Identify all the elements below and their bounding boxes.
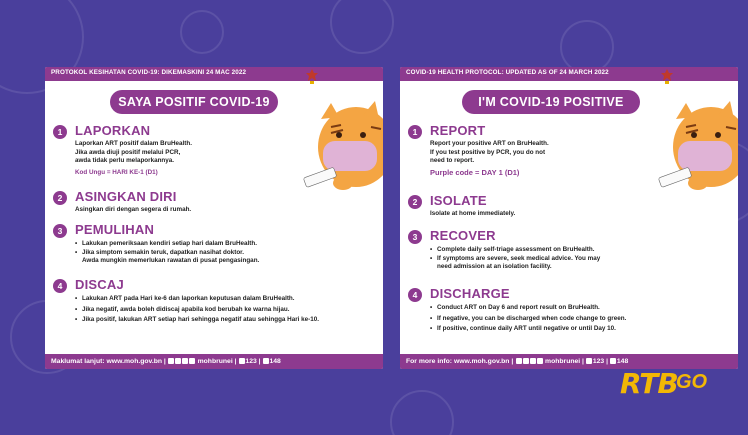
section-text: • Conduct ART on Day 6 and report result on BruHealth. • If negative, you can be discharged when code change to green. • If positive, continue daily ART until negative or until Day 10. bbox=[430, 304, 728, 334]
purple-code-note: Purple code = DAY 1 (D1) bbox=[430, 167, 520, 177]
section-text: • Lakukan ART pada Hari ke-6 dan laporkan keputusan dalam BruHealth. • Jika negatif, awda boleh didiscaj apabila kod berubah ke warna hijau. • Jika positif, lakukan ART setiap hari sehingga negatif atau sehingga Hari ke-10. bbox=[75, 295, 373, 325]
facebook-icon bbox=[523, 358, 529, 364]
footer-contact: For more info: www.moh.gov.bn | mohbrunei | 123 | 148 bbox=[400, 354, 738, 369]
page-title: SAYA POSITIF COVID-19 bbox=[110, 90, 278, 114]
logo-text: RTB bbox=[620, 367, 678, 400]
step-number: 2 bbox=[408, 195, 422, 209]
facebook-icon bbox=[175, 358, 181, 364]
infographic-card-english bbox=[400, 67, 738, 369]
phone-icon bbox=[610, 358, 616, 364]
instagram-icon bbox=[537, 358, 543, 364]
ministry-crest bbox=[660, 68, 730, 92]
step-number: 3 bbox=[408, 230, 422, 244]
twitter-icon bbox=[530, 358, 536, 364]
social-handle: mohbrunei bbox=[197, 358, 233, 365]
tiger-mascot-icon bbox=[301, 97, 383, 197]
section-title: ISOLATE bbox=[430, 193, 487, 208]
hotline-123: 123 bbox=[592, 358, 605, 365]
step-number: 4 bbox=[408, 288, 422, 302]
ministry-crest bbox=[305, 68, 375, 92]
section-text: • Lakukan pemeriksaan kendiri setiap hari dalam BruHealth. • Jika simptom semakin teruk, dapatkan nasihat doktor. Awda mungkin memerlukan rawatan di pusat pengasingan. bbox=[75, 240, 365, 266]
tiger-mascot-icon bbox=[656, 97, 738, 197]
step-number: 4 bbox=[53, 279, 67, 293]
hotline-148: 148 bbox=[269, 358, 281, 365]
twitter-icon bbox=[182, 358, 188, 364]
social-handle: mohbrunei bbox=[545, 358, 581, 365]
logo-suffix: GO bbox=[676, 371, 708, 393]
section-title: LAPORKAN bbox=[75, 123, 151, 138]
section-title: ASINGKAN DIRI bbox=[75, 189, 177, 204]
section-title: PEMULIHAN bbox=[75, 222, 155, 237]
page-title: I'M COVID-19 POSITIVE bbox=[462, 90, 640, 114]
instagram-icon bbox=[189, 358, 195, 364]
rtbgo-logo bbox=[620, 367, 720, 403]
protocol-title: COVID-19 HEALTH PROTOCOL: UPDATED AS OF 24 MARCH 2022 bbox=[406, 69, 609, 76]
phone-icon bbox=[586, 358, 592, 364]
step-number: 3 bbox=[53, 224, 67, 238]
section-text: • Complete daily self-triage assessment on BruHealth. • If symptoms are severe, seek medical advice. You may need admission at an isolation facility. bbox=[430, 246, 728, 272]
section-title: REPORT bbox=[430, 123, 486, 138]
purple-code-note: Kod Ungu = HARI KE-1 (D1) bbox=[75, 168, 158, 176]
crest-emblem-icon bbox=[305, 68, 319, 84]
youtube-icon bbox=[168, 358, 174, 364]
infographic-card-malay bbox=[45, 67, 383, 369]
section-text: Report your positive ART on BruHealth. If you test positive by PCR, you do not need to report. Purple code = DAY 1 (D1) bbox=[430, 140, 640, 177]
step-number: 1 bbox=[53, 125, 67, 139]
hotline-148: 148 bbox=[616, 358, 629, 365]
youtube-icon bbox=[516, 358, 522, 364]
step-number: 1 bbox=[408, 125, 422, 139]
crest-emblem-icon bbox=[660, 68, 674, 84]
step-number: 2 bbox=[53, 191, 67, 205]
section-text: Asingkan diri dengan segera di rumah. bbox=[75, 206, 192, 213]
section-text: Laporkan ART positif dalam BruHealth. Jika awda diuji positif melalui PCR, awda tidak perlu melaporkannya. Kod Ungu = HARI KE-1 (D1) bbox=[75, 140, 275, 177]
footer-website: For more info: www.moh.gov.bn bbox=[406, 358, 510, 365]
section-title: DISCHARGE bbox=[430, 286, 510, 301]
footer-contact: Maklumat lanjut: www.moh.gov.bn | mohbrunei | 123 | 148 bbox=[45, 354, 383, 369]
hotline-123: 123 bbox=[245, 358, 257, 365]
section-text: Isolate at home immediately. bbox=[430, 210, 516, 217]
section-title: RECOVER bbox=[430, 228, 496, 243]
protocol-title: PROTOKOL KESIHATAN COVID-19: DIKEMASKINI 24 MAC 2022 bbox=[51, 69, 247, 76]
section-title: DISCAJ bbox=[75, 277, 124, 292]
footer-website: Maklumat lanjut: www.moh.gov.bn bbox=[51, 358, 163, 365]
